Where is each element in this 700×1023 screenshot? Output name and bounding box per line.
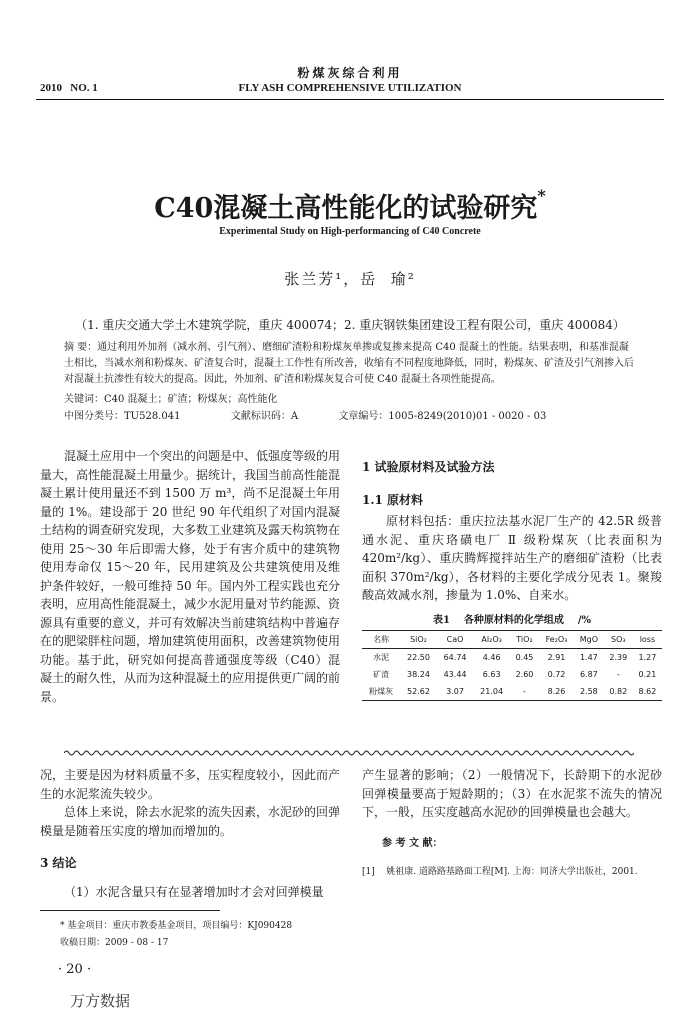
classification-line	[64, 409, 634, 425]
conclusion-heading: 3 结论	[40, 856, 77, 870]
table-1	[362, 630, 662, 701]
conclusion-continued: 产生显著的影响；（2）一般情况下，长龄期下的水泥砂回弹模量要高于短龄期的；（3）在水泥浆不流失的情况下，一般，压实度越高水泥砂的回弹模量也会越大。	[362, 768, 662, 819]
table-cell: 8.62	[638, 686, 657, 696]
keywords: 关键词：C40 混凝土；矿渣；粉煤灰；高性能化	[64, 394, 278, 405]
table-cell: 4.46	[482, 652, 501, 662]
table-cell: 矿渣	[373, 669, 390, 679]
summary-paragraph: 总体上来说，除去水泥浆的流失因素，水泥砂的回弹模量是随着压实度的增加而增加的。	[40, 805, 341, 838]
title-text: C40混凝土高性能化的试验研究	[154, 193, 538, 224]
table-cell: -	[523, 686, 526, 696]
table-cell: 22.50	[407, 652, 430, 662]
footnote-rule	[40, 910, 220, 911]
table-cell: 0.82	[609, 686, 628, 696]
received-date: 收稿日期：2009 - 08 - 17	[60, 938, 169, 948]
table-header-cell: SO₃	[611, 634, 626, 644]
journal-name-cn: 粉煤灰综合利用	[297, 66, 403, 80]
table-header-cell: 名称	[373, 634, 390, 644]
table-header-cell: CaO	[446, 634, 464, 644]
table-header-cell: TiO₂	[516, 634, 533, 644]
table-header-row	[362, 630, 662, 648]
section-1-1-heading: 1.1 原材料	[362, 493, 424, 507]
table-cell: 2.60	[515, 669, 534, 679]
table-row	[362, 648, 662, 666]
document-code: 文献标识码：A	[230, 411, 299, 422]
article-title	[0, 186, 700, 225]
table-cell: 0.45	[515, 652, 534, 662]
table-cell: 2.39	[609, 652, 628, 662]
table-cell: 1.47	[579, 652, 598, 662]
table-cell: 52.62	[407, 686, 430, 696]
table-header-cell: SiO₂	[410, 634, 427, 644]
table-cell: 6.87	[579, 669, 598, 679]
table-cell: 3.07	[446, 686, 464, 696]
reference-1: [1] 姚祖康. 道路路基路面工程[M]. 上海：同济大学出版社，2001.	[362, 866, 638, 877]
page-number: · 20 ·	[58, 962, 92, 977]
journal-name-en: FLY ASH COMPREHENSIVE UTILIZATION	[238, 82, 462, 94]
table-header-cell: MgO	[579, 634, 598, 644]
table-cell: 21.04	[480, 686, 504, 696]
continued-paragraph: 况，主要是因为材料质量不多，压实程度较小，因此而产生的水泥浆流失较少。	[40, 768, 341, 801]
table-row	[362, 666, 662, 683]
table-cell: 6.63	[482, 669, 501, 679]
materials-paragraph: 原材料包括：重庆拉法基水泥厂生产的 42.5R 级普通水泥、重庆珞磺电厂 Ⅱ 级粉煤灰（比表面积为 420m²/kg）、重庆腾辉搅拌站生产的磨细矿渣粉（比表面积 370m²/kg），各材料的主要化学成分见表 1。聚羧酸高效减水剂，掺量为 1.0%、自来水。	[362, 514, 662, 602]
table-cell: 0.72	[547, 669, 566, 679]
table-cell: 粉煤灰	[369, 686, 394, 696]
authors: 张兰芳¹，岳 瑜²	[284, 270, 416, 288]
table-cell: 8.26	[547, 686, 566, 696]
table-1-caption: 表1 各种原材料的化学组成 /%	[433, 614, 591, 626]
table-row	[362, 683, 662, 701]
article-number: 文章编号：1005-8249(2010)01 - 0020 - 03	[338, 411, 547, 422]
title-footnote-mark: *	[537, 186, 546, 205]
affiliations: （1. 重庆交通大学土木建筑学院，重庆 400074；2. 重庆钢铁集团建设工程有限公司，重庆 400084）	[75, 318, 625, 332]
header-rule	[36, 99, 664, 100]
fund-footnote: * 基金项目：重庆市教委基金项目，项目编号：KJ090428	[60, 921, 293, 931]
table-cell: 43.44	[443, 669, 467, 679]
table-header-cell: loss	[639, 634, 656, 644]
clc-number: 中图分类号：TU528.041	[64, 411, 181, 422]
conclusion-paragraph: （1）水泥含量只有在显著增加时才会对回弹模量	[64, 885, 324, 899]
references-heading: 参 考 文 献：	[382, 837, 443, 849]
table-cell: 0.21	[638, 669, 657, 679]
table-header-cell: Al₂O₃	[481, 634, 502, 644]
article-title-en: Experimental Study on High-performancing of C40 Concrete	[219, 226, 481, 237]
table-cell: 2.91	[547, 652, 566, 662]
section-1-heading: 1 试验原材料及试验方法	[362, 460, 495, 474]
table-cell: 1.27	[638, 652, 657, 662]
table-cell: 38.24	[407, 669, 430, 679]
wavy-separator	[64, 748, 634, 758]
year-issue: 2010 NO. 1	[40, 82, 98, 94]
table-cell: 2.58	[579, 686, 598, 696]
watermark: 万方数据	[70, 992, 131, 1010]
table-cell: 水泥	[373, 652, 390, 662]
table-cell: -	[616, 669, 620, 679]
abstract: 摘 要：通过利用外加剂（减水剂、引气剂）、磨细矿渣粉和粉煤灰单掺或复掺来提高 C40 混凝土的性能。结果表明，和基准混凝土相比，当减水剂和粉煤灰、矿渣复合时，混凝土工作性有所改善，收缩有不同程度地降低，同时，粉煤灰、矿渣及引气剂掺入后对混凝土抗渗性有较大的提高。因此，外加剂、矿渣和粉煤灰复合可使 C40 混凝土各项性能提高。	[64, 342, 634, 385]
table-cell: 64.74	[443, 652, 467, 662]
intro-paragraph: 混凝土应用中一个突出的问题是中、低强度等级的用量大，高性能混凝土用量少。据统计，我国当前高性能混凝土累计使用量还不到 1500 万 m³，尚不足混凝土年用量的 1%。建设部于 20 世纪 90 年代组织了对国内混凝土结构的调查研究发现，大多数工业建筑及露天构筑物在使用 25～30 年后即需大修，处于有害介质中的建筑物使用寿命仅 15～20 年，民用建筑及公共建筑使用及维护条件较好，一般可维持 50 年。国内外工程实践也充分表明，应用高性能混凝土，减少水泥用量对节约能源、资源具有重要的意义，并可有效解决当前建筑结构中普遍存在的肥梁胖柱问题，增加建筑使用面积，改善建筑物使用功能。基于此，研究如何提高普通强度等级（C40）混凝土的耐久性，从而为这种混凝土的应用提供更广阔的前景。	[40, 449, 341, 704]
table-header-cell: Fe₂O₃	[545, 634, 568, 644]
